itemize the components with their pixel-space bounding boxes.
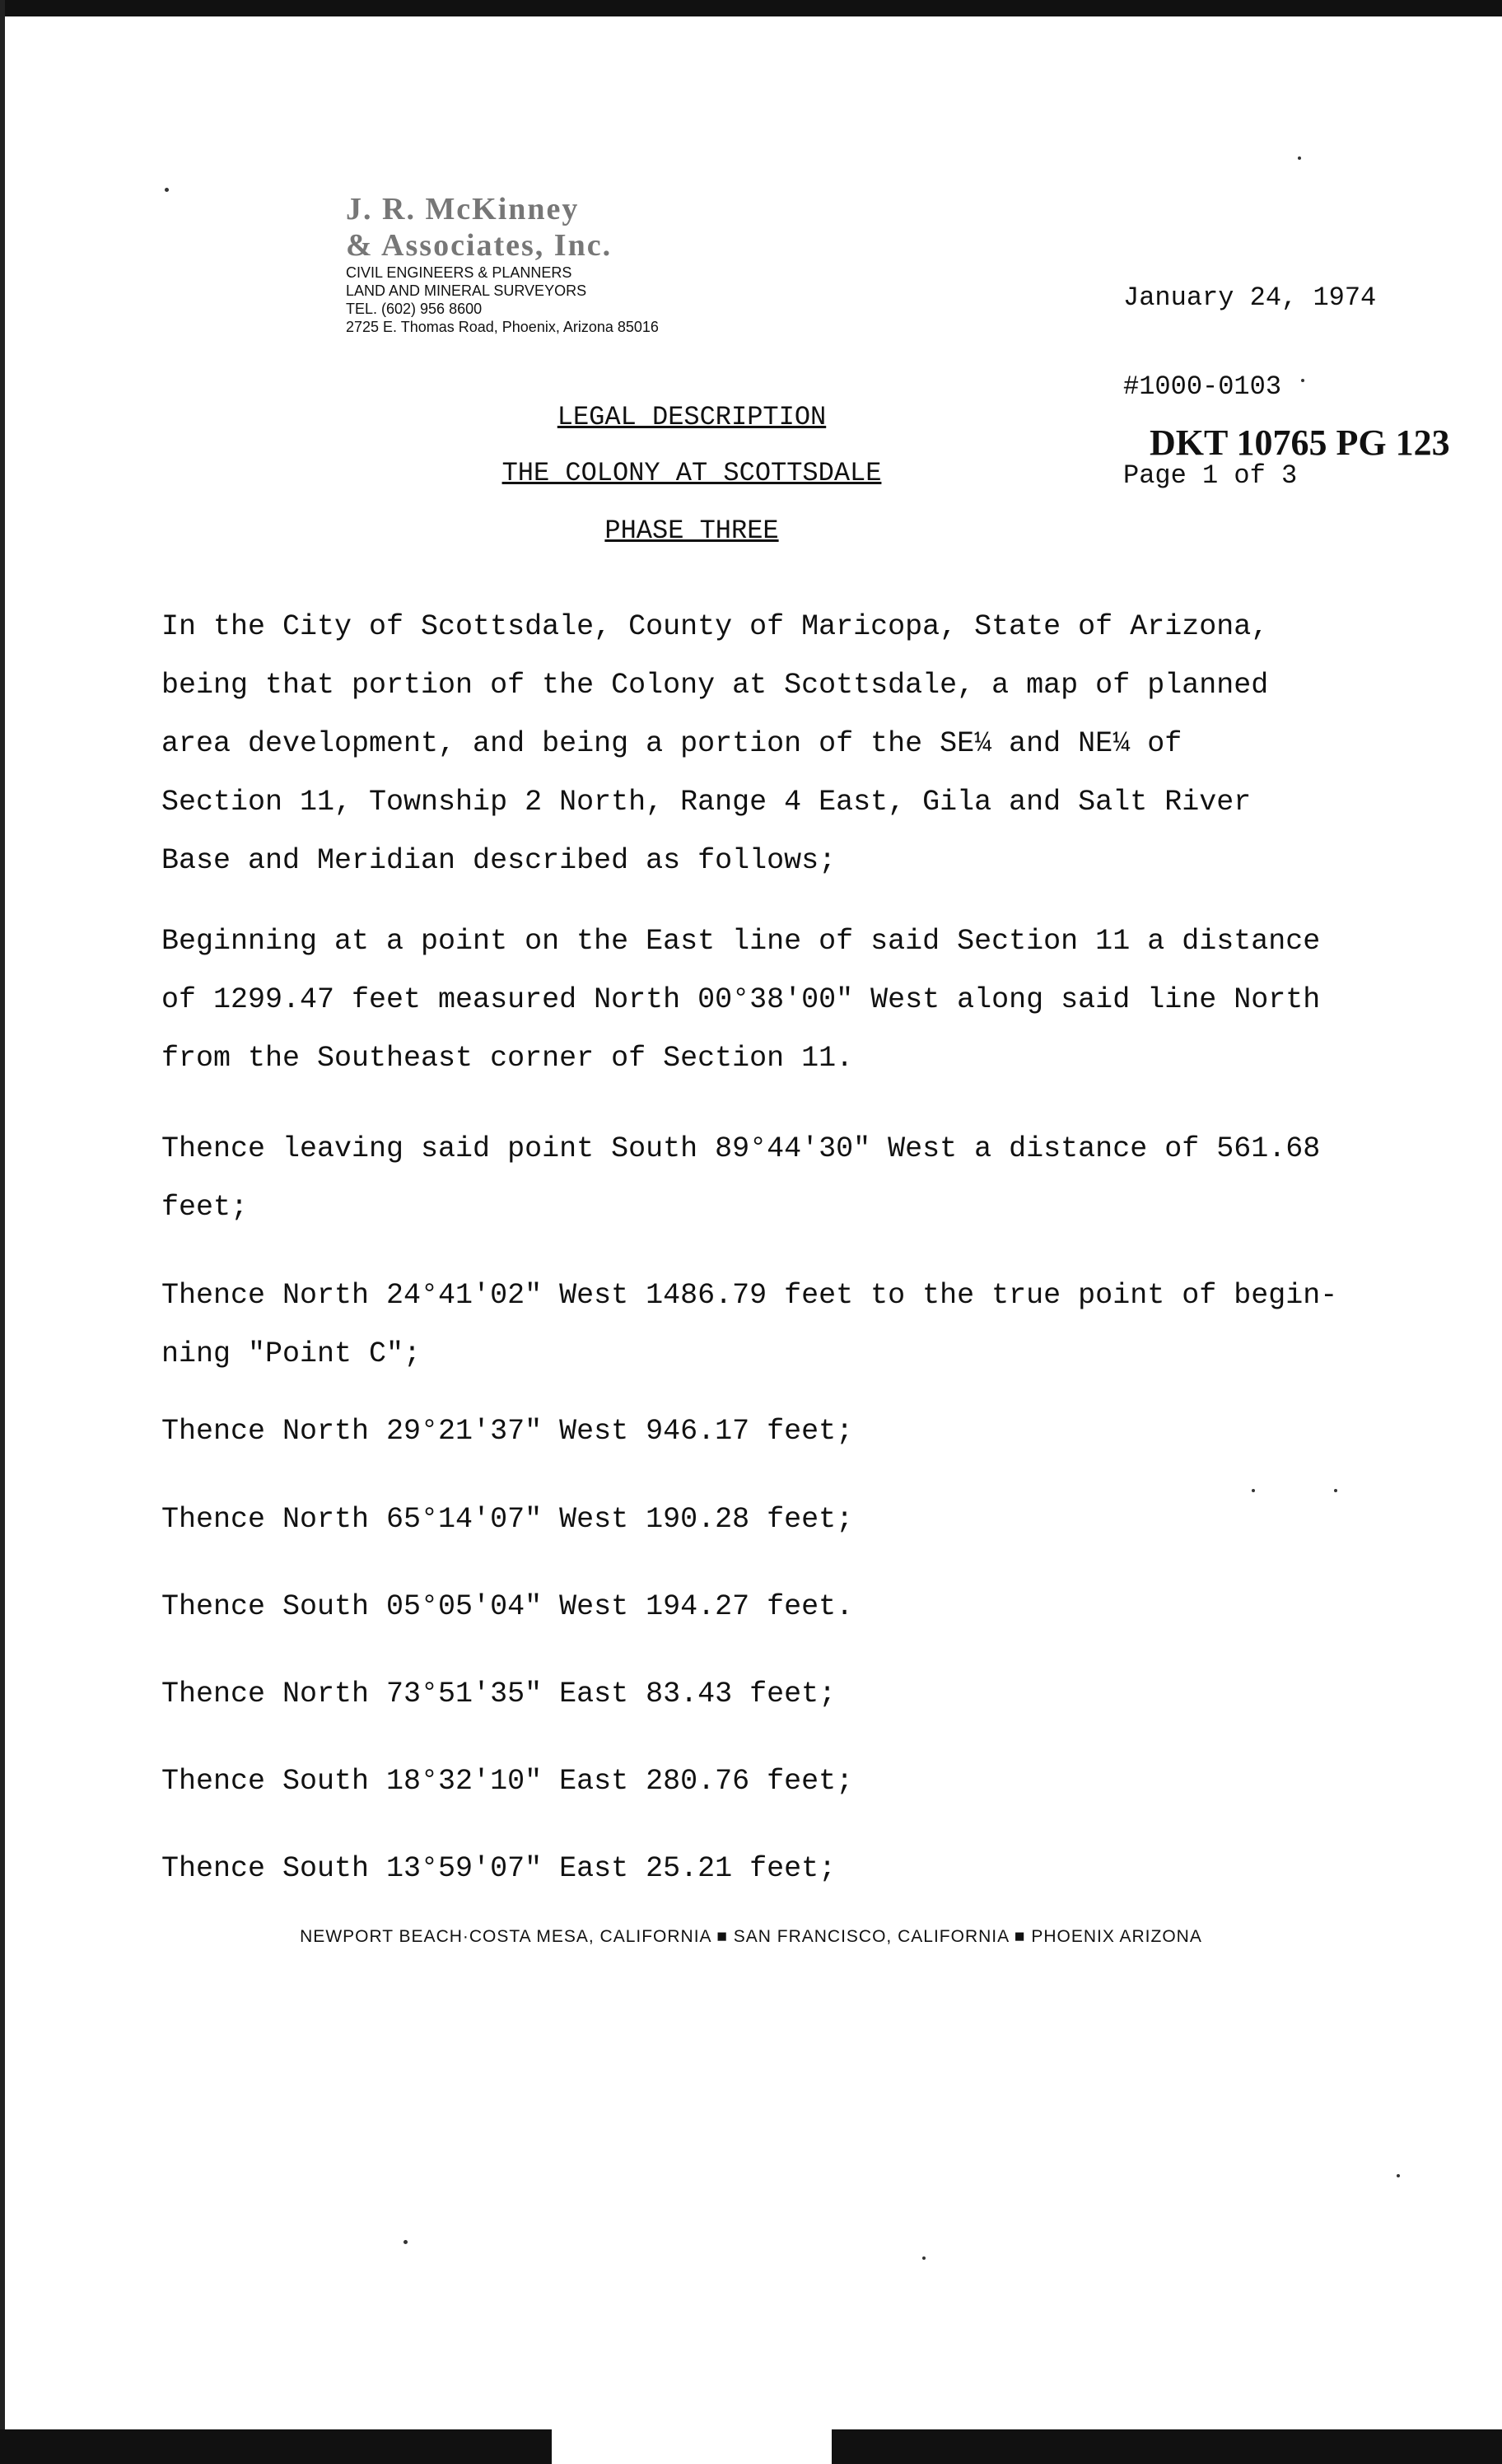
scan-top-edge (0, 0, 1502, 16)
intro-paragraph: In the City of Scottsdale, County of Maricopa, State of Arizona, being that portion of the Colony at Scottsdale, a map of planned area development, and being a portion of the SE¼ and NE¼ of Section 11, Township 2 North, Range 4 East, Gila and Salt River Base and Meridian described as follows; (161, 610, 1269, 877)
course-call-2: Thence North 24°41'02" West 1486.79 feet to the true point of begin- ning "Point C"; (161, 1279, 1338, 1370)
scan-speck (1397, 2174, 1400, 2177)
recording-stamp: DKT 10765 PG 123 (1150, 422, 1450, 463)
scan-speck (922, 2256, 926, 2260)
office-locations-footer: NEWPORT BEACH·COSTA MESA, CALIFORNIA ■ SAN FRANCISCO, CALIFORNIA ■ PHOENIX ARIZONA (300, 1927, 1202, 1946)
document-title: LEGAL DESCRIPTION (557, 402, 827, 432)
scan-speck (1298, 156, 1301, 160)
scan-speck (165, 188, 169, 192)
document-date: January 24, 1974 (1123, 282, 1377, 313)
course-call-4: Thence North 65°14'07" West 190.28 feet; (161, 1503, 854, 1536)
course-call-8: Thence South 13°59'07" East 25.21 feet; (161, 1852, 837, 1885)
course-call-6: Thence North 73°51'35" East 83.43 feet; (161, 1678, 837, 1710)
course-call-1: Thence leaving said point South 89°44'30" West a distance of 561.68 feet; (161, 1132, 1321, 1224)
company-surveyors: LAND AND MINERAL SURVEYORS (346, 282, 587, 299)
beginning-paragraph: Beginning at a point on the East line of said Section 11 a distance of 1299.47 feet measured North 00°38'00" West along said line North from the Southeast corner of Section 11. (161, 925, 1321, 1075)
scan-bottom-edge-left (0, 2429, 552, 2464)
page-indicator: Page 1 of 3 (1123, 460, 1298, 491)
scan-left-edge (0, 0, 5, 2464)
company-name-line1: J. R. McKinney (346, 192, 580, 226)
subdivision-title: THE COLONY AT SCOTTSDALE (501, 458, 882, 488)
company-tagline: CIVIL ENGINEERS & PLANNERS (346, 264, 572, 281)
company-address: 2725 E. Thomas Road, Phoenix, Arizona 85016 (346, 319, 659, 335)
course-call-7: Thence South 18°32'10" East 280.76 feet; (161, 1765, 854, 1798)
scan-bottom-edge-right (832, 2429, 1502, 2464)
letterhead (346, 191, 725, 336)
company-phone: TEL. (602) 956 8600 (346, 301, 483, 317)
phase-title: PHASE THREE (604, 516, 779, 546)
course-call-5: Thence South 05°05'04" West 194.27 feet. (161, 1590, 854, 1623)
scan-speck (1301, 379, 1304, 382)
scan-speck (403, 2240, 408, 2244)
job-number: #1000-0103 (1123, 371, 1282, 402)
course-call-3: Thence North 29°21'37" West 946.17 feet; (161, 1415, 854, 1448)
scan-speck (1334, 1489, 1337, 1492)
scan-speck (1252, 1489, 1255, 1492)
company-name-line2: & Associates, Inc. (346, 228, 613, 263)
